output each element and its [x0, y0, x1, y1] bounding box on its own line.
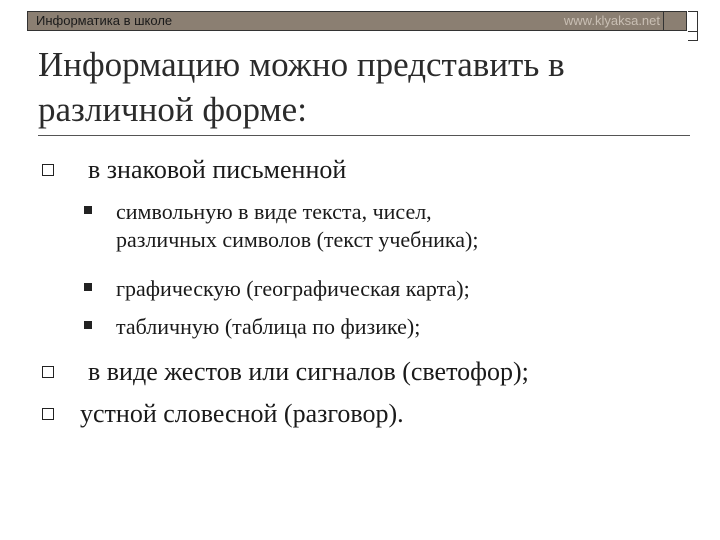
bullet-item-oral: устной словесной (разговор).	[80, 399, 404, 428]
hollow-square-bullet-icon	[42, 164, 54, 176]
corner-decoration	[688, 11, 698, 41]
slide-title	[38, 42, 678, 132]
filled-square-bullet-icon	[84, 283, 92, 291]
subitem-symbolic	[116, 198, 478, 254]
header-left-text: Информатика в школе	[36, 13, 173, 28]
slide-title-line-1: Информацию можно представить в	[38, 45, 565, 84]
subitem-tabular: табличную (таблица по физике);	[116, 314, 421, 339]
corner-decoration-line	[688, 31, 698, 32]
subitem-graphic: графическую (географическая карта);	[116, 276, 470, 301]
title-underline	[38, 135, 690, 136]
slide-title-line-2: различной форме:	[38, 90, 307, 129]
bullet-item-written: в знаковой письменной	[88, 155, 347, 184]
subitem-symbolic-line-1: символьную в виде текста, чисел,	[116, 199, 432, 224]
header-bar	[27, 11, 687, 31]
subitem-symbolic-line-2: различных символов (текст учебника);	[116, 227, 479, 252]
filled-square-bullet-icon	[84, 321, 92, 329]
header-website-text: www.klyaksa.net	[563, 13, 660, 28]
hollow-square-bullet-icon	[42, 366, 54, 378]
filled-square-bullet-icon	[84, 206, 92, 214]
hollow-square-bullet-icon	[42, 408, 54, 420]
header-divider	[663, 12, 664, 30]
bullet-item-gestures: в виде жестов или сигналов (светофор);	[88, 357, 529, 386]
